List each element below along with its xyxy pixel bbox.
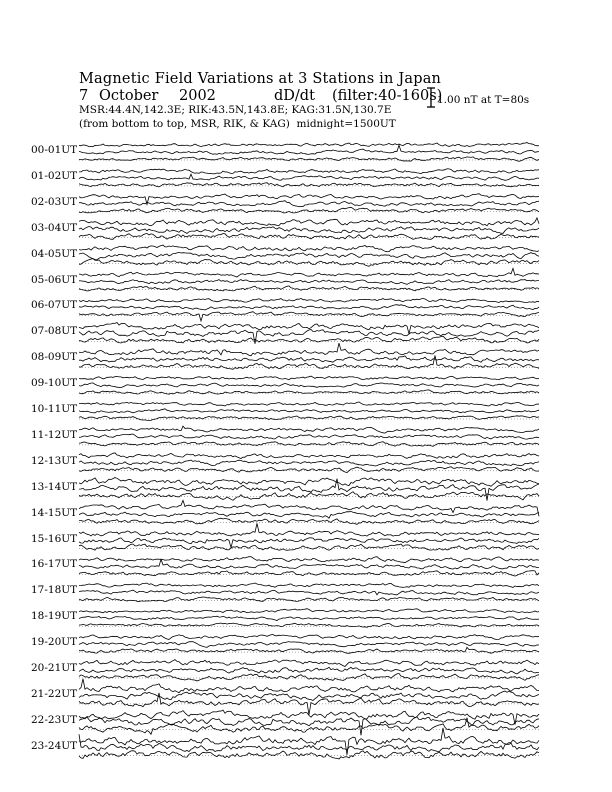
station-trace-MSR bbox=[79, 673, 539, 681]
station-trace-RIK bbox=[79, 174, 539, 180]
hour-label: 14-15UT bbox=[31, 506, 78, 519]
hour-label: 00-01UT bbox=[31, 144, 78, 156]
station-coordinates: MSR:44.4N,142.3E; RIK:43.5N,143.8E; KAG:31.5N,130.7E bbox=[79, 104, 392, 116]
station-trace-MSR bbox=[79, 492, 539, 501]
station-trace-KAG bbox=[79, 343, 539, 356]
station-trace-MSR bbox=[79, 442, 539, 447]
station-trace-RIK bbox=[79, 330, 539, 344]
station-trace-MSR bbox=[79, 312, 539, 321]
station-trace-RIK bbox=[79, 145, 539, 154]
hour-label: 07-08UT bbox=[31, 325, 78, 338]
station-trace-MSR bbox=[79, 286, 539, 291]
station-trace-RIK bbox=[79, 252, 539, 259]
station-trace-MSR bbox=[79, 623, 539, 627]
station-trace-RIK bbox=[79, 409, 539, 413]
hour-label: 04-05UT bbox=[31, 247, 78, 260]
station-trace-RIK bbox=[79, 356, 539, 362]
station-trace-KAG bbox=[79, 500, 539, 516]
hour-label: 18-19UT bbox=[31, 610, 78, 623]
station-trace-KAG bbox=[79, 169, 539, 174]
chart-title: Magnetic Field Variations at 3 Stations in Japan bbox=[79, 71, 442, 87]
station-trace-MSR bbox=[79, 234, 539, 240]
hour-label: 13-14UT bbox=[31, 480, 78, 493]
station-trace-KAG bbox=[79, 298, 539, 302]
station-trace-KAG bbox=[79, 557, 539, 563]
station-trace-MSR bbox=[79, 571, 539, 577]
hour-label: 10-11UT bbox=[31, 403, 78, 415]
hour-label: 05-06UT bbox=[31, 273, 78, 286]
station-trace-KAG bbox=[79, 453, 539, 459]
hour-label: 19-20UT bbox=[31, 636, 78, 649]
scale-label: 1.00 nT at T=80s bbox=[437, 94, 530, 106]
station-trace-RIK bbox=[79, 479, 539, 501]
station-trace-RIK bbox=[79, 305, 539, 310]
hour-label: 02-03UT bbox=[31, 195, 78, 208]
hour-label: 08-09UT bbox=[31, 351, 78, 364]
station-trace-KAG bbox=[79, 583, 539, 587]
station-trace-RIK bbox=[79, 227, 539, 234]
order-text: (from bottom to top, MSR, RIK, & KAG) bbox=[79, 118, 290, 130]
station-trace-RIK bbox=[79, 667, 539, 674]
station-trace-RIK bbox=[79, 512, 539, 519]
station-trace-RIK bbox=[79, 460, 539, 466]
date-year: 2002 bbox=[179, 88, 216, 104]
hour-label: 01-02UT bbox=[31, 169, 78, 182]
station-trace-RIK bbox=[79, 691, 539, 700]
quantity-label: dD/dt bbox=[274, 88, 315, 104]
hour-label: 15-16UT bbox=[31, 532, 78, 545]
station-trace-KAG bbox=[79, 635, 539, 640]
hour-label: 22-23UT bbox=[31, 713, 78, 726]
hour-label: 21-22UT bbox=[31, 687, 78, 700]
hour-label: 23-24UT bbox=[31, 739, 78, 752]
station-trace-KAG bbox=[79, 323, 539, 334]
station-trace-RIK bbox=[79, 280, 539, 285]
station-trace-MSR bbox=[79, 518, 539, 524]
station-trace-MSR bbox=[79, 259, 539, 267]
station-trace-MSR bbox=[79, 647, 539, 653]
station-trace-MSR bbox=[79, 751, 539, 759]
station-trace-KAG bbox=[79, 523, 539, 536]
station-trace-MSR bbox=[79, 207, 539, 213]
midnight-note: midnight=1500UT bbox=[296, 118, 396, 130]
station-trace-MSR bbox=[79, 544, 539, 550]
date-day: 7 bbox=[79, 88, 89, 104]
station-trace-KAG bbox=[79, 218, 539, 226]
station-trace-KAG bbox=[79, 478, 539, 487]
hour-label: 09-10UT bbox=[31, 377, 78, 390]
station-trace-KAG bbox=[79, 609, 539, 613]
station-trace-MSR bbox=[79, 597, 539, 602]
station-trace-KAG bbox=[79, 660, 539, 667]
station-trace-RIK bbox=[79, 559, 539, 569]
hour-label: 03-04UT bbox=[31, 221, 78, 234]
station-trace-MSR bbox=[79, 416, 539, 421]
station-trace-KAG bbox=[79, 679, 539, 693]
date-month: October bbox=[99, 88, 159, 104]
station-trace-MSR bbox=[79, 157, 539, 161]
station-trace-RIK bbox=[79, 383, 539, 388]
station-trace-MSR bbox=[79, 183, 539, 187]
hour-label: 06-07UT bbox=[31, 299, 78, 312]
hour-label: 16-17UT bbox=[31, 558, 78, 571]
station-trace-MSR bbox=[79, 390, 539, 394]
station-trace-MSR bbox=[79, 336, 539, 343]
station-trace-RIK bbox=[79, 590, 539, 595]
station-trace-RIK bbox=[79, 642, 539, 648]
station-trace-RIK bbox=[79, 616, 539, 620]
station-trace-MSR bbox=[79, 467, 539, 473]
hour-label: 11-12UT bbox=[31, 428, 78, 441]
hour-label: 17-18UT bbox=[31, 584, 78, 597]
filter-label: (filter:40-160s) bbox=[332, 88, 443, 104]
station-trace-KAG bbox=[79, 426, 539, 433]
station-trace-KAG bbox=[79, 728, 539, 755]
station-trace-KAG bbox=[79, 376, 539, 380]
station-trace-KAG bbox=[79, 245, 539, 252]
hour-label: 12-13UT bbox=[31, 454, 78, 467]
station-trace-RIK bbox=[79, 434, 539, 439]
hour-label: 20-21UT bbox=[31, 662, 78, 674]
station-trace-KAG bbox=[79, 143, 539, 147]
station-trace-KAG bbox=[79, 268, 539, 277]
station-trace-KAG bbox=[79, 402, 539, 406]
station-trace-KAG bbox=[79, 710, 539, 725]
